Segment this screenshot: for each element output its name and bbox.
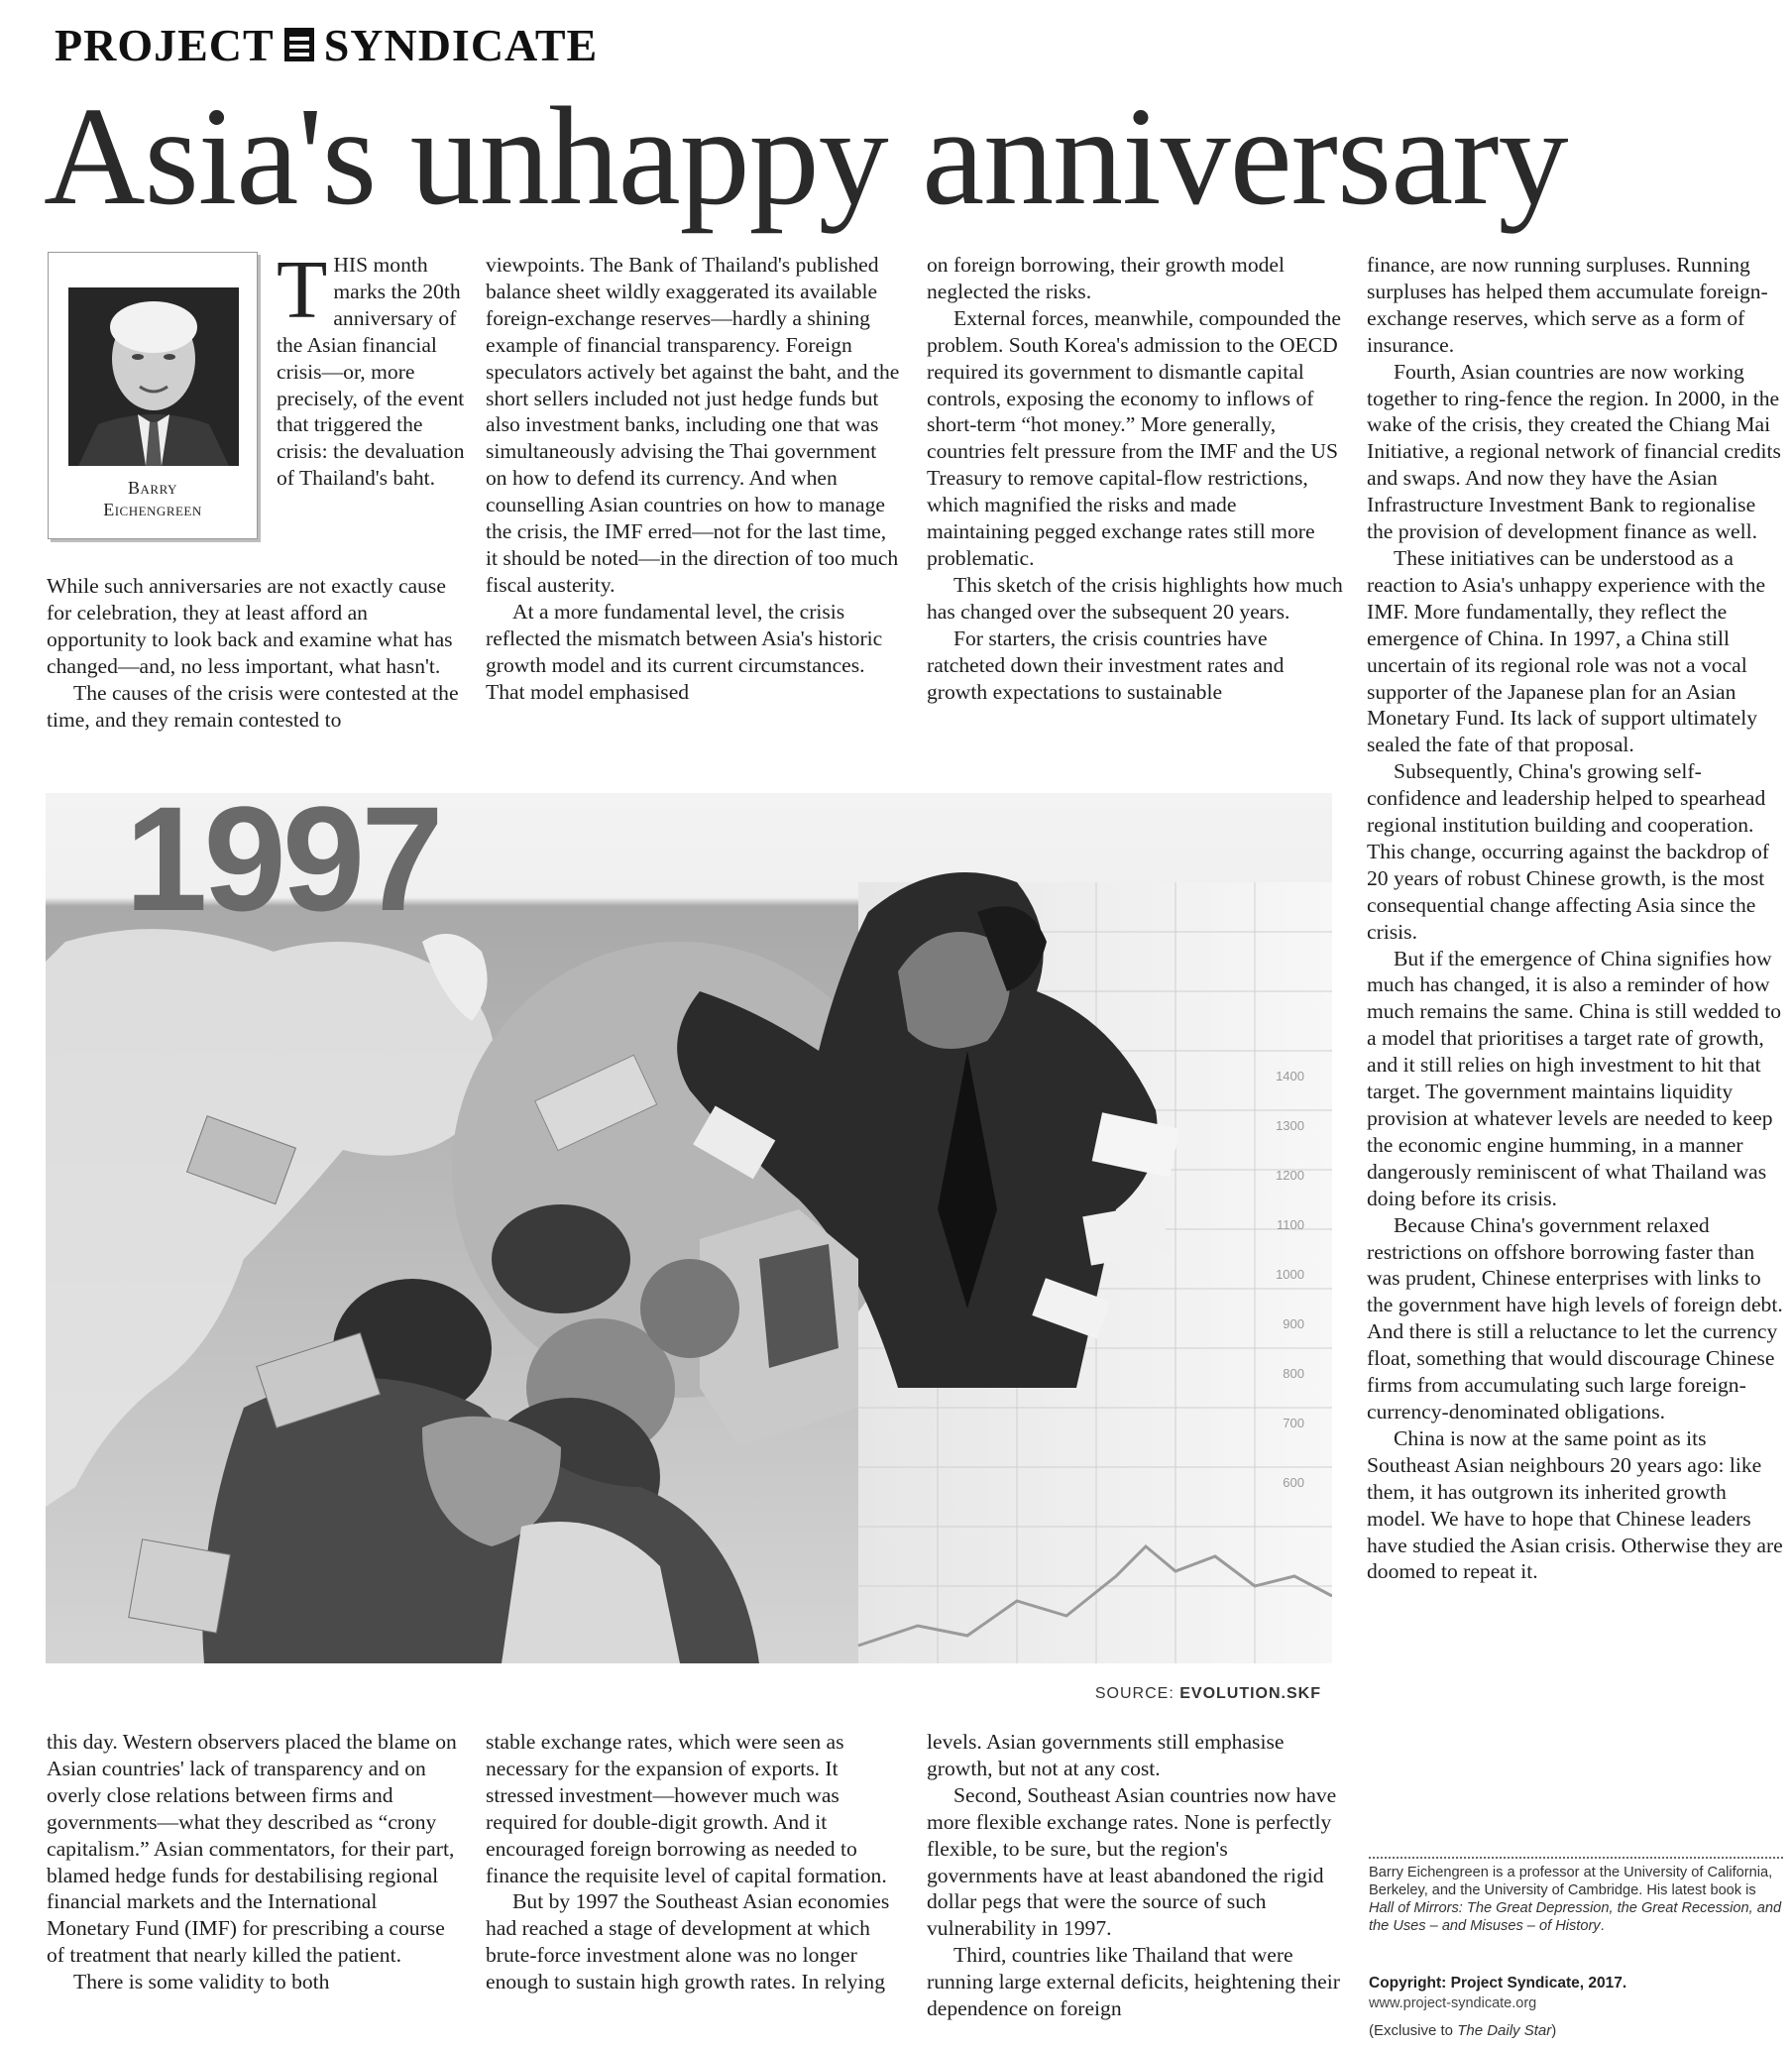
- paragraph: But if the emergence of China signifies how much has changed, it is also a reminder of how much remains the same. China is still wedded to a model that prioritises a target rate of growth, and it still relies on high investment to hit that target. The government maintains liquidity provision at whatever levels are needed to keep the economic engine humming, in a manner dangerously reminiscent of what Thailand was doing before its crisis.: [1367, 946, 1781, 1210]
- copyright-block: [1369, 1974, 1783, 2013]
- paragraph: Second, Southeast Asian countries now have more flexible exchange rates. None is perfectly flexible, to be sure, but the region's governments have at least abandoned the rigid dollar pegs that were the source of such vulnerability in 1997.: [927, 1782, 1337, 1941]
- axis-tick-label: 600: [1283, 1475, 1304, 1490]
- axis-tick-label: 900: [1283, 1316, 1304, 1331]
- author-first-name: Barry: [128, 478, 177, 498]
- author-last-name: Eichengreen: [103, 500, 202, 519]
- bio-book-title: Hall of Mirrors: The Great Depression, the Great Recession, and the Uses – and Misuses – of History: [1369, 1900, 1782, 1934]
- author-name: [49, 477, 257, 520]
- paragraph: This sketch of the crisis highlights how much has changed over the subsequent 20 years.: [927, 572, 1343, 624]
- paragraph: Subsequently, China's growing self-confidence and leadership helped to spearhead regional institution building and cooperation. This change, occurring against the backdrop of 20 years of robust Chinese growth, is the most consequential change affecting Asia since the crisis.: [1367, 759, 1769, 944]
- paragraph: Fourth, Asian countries are now working together to ring-fence the region. In 2000, in the wake of the crisis, they created the Chiang Mai Initiative, a regional network of financial credits and swaps. And now they have the Asian Infrastructure Investment Bank to regionalise the provision of development finance as well.: [1367, 359, 1781, 544]
- paragraph: levels. Asian governments still emphasise growth, but not at any cost.: [927, 1730, 1285, 1780]
- bio-text: Barry Eichengreen is a professor at the University of California, Berkeley, and the University of Cambridge. His latest book is: [1369, 1865, 1773, 1898]
- column-2-top: [486, 252, 900, 705]
- author-box: [48, 252, 258, 539]
- masthead-left: PROJECT: [55, 19, 275, 70]
- paragraph: But by 1997 the Southeast Asian economies had reached a stage of development at which brute-force investment alone was no longer enough to sustain high growth rates. In relying: [486, 1889, 890, 1994]
- paragraph: While such anniversaries are not exactly cause for celebration, they at least afford an opportunity to look back and examine what has changed—and, no less important, what hasn't.: [47, 574, 453, 678]
- paragraph: At a more fundamental level, the crisis reflected the mismatch between Asia's historic growth model and its current circumstances. That model emphasised: [486, 599, 883, 704]
- author-photo: [68, 287, 239, 466]
- paragraph: The causes of the crisis were contested at the time, and they remain contested to: [47, 680, 459, 732]
- column-3-top: [927, 252, 1343, 705]
- paragraph: There is some validity to both: [73, 1970, 330, 1994]
- crisis-collage-image: [46, 793, 1332, 1663]
- bio-end: .: [1600, 1918, 1605, 1934]
- exclusive-prefix: (Exclusive to: [1369, 2022, 1454, 2039]
- source-name: EVOLUTION.SKF: [1179, 1685, 1321, 1702]
- drop-cap: T: [277, 244, 328, 336]
- exclusive-note: [1369, 2022, 1556, 2039]
- lead-text: HIS month marks the 20th anniversary of the Asian financial crisis—or, more precisely, of the event that triggered the crisis: the devaluation of Thailand's baht.: [277, 253, 465, 491]
- paragraph: on foreign borrowing, their growth model neglected the risks.: [927, 253, 1286, 303]
- paragraph: stable exchange rates, which were seen as necessary for the expansion of exports. It stressed investment—however much was required for double-digit growth. And it encouraged foreign borrowing as needed to finance the requisite level of capital formation.: [486, 1730, 887, 1887]
- column-2-bottom: [486, 1729, 900, 1995]
- masthead-right: SYNDICATE: [323, 19, 599, 70]
- axis-tick-label: 1000: [1276, 1267, 1304, 1282]
- axis-tick-label: 1100: [1277, 1217, 1304, 1232]
- axis-tick-label: 700: [1283, 1416, 1304, 1430]
- axis-tick-label: 800: [1283, 1366, 1304, 1381]
- masthead-logo: [55, 16, 598, 73]
- author-portrait-icon: [68, 287, 239, 466]
- author-bio: [1369, 1864, 1783, 1935]
- axis-tick-label: 1200: [1276, 1168, 1304, 1183]
- paragraph: These initiatives can be understood as a reaction to Asia's unhappy experience with the IMF. More fundamentally, they reflect the emergence of China. In 1997, a China still uncertain of its regional role was not a vocal supporter of the Japanese plan for an Asian Monetary Fund. Its lack of support ultimately sealed the fate of that proposal.: [1367, 545, 1766, 757]
- source-label: SOURCE:: [1094, 1685, 1175, 1702]
- column-4: [1367, 252, 1783, 1585]
- column-1-top: [47, 573, 461, 733]
- paragraph: viewpoints. The Bank of Thailand's published balance sheet wildly exaggerated its available foreign-exchange reserves—hardly a shining example of financial transparency. Foreign speculators actively bet against the baht, and the short sellers included not just hedge funds but also investment banks, including one that was simultaneously advising the Thai government on how to defend its currency. And when counselling Asian countries on how to manage the crisis, the IMF erred—not for the last time, it should be noted—in the direction of too much fiscal austerity.: [486, 253, 900, 597]
- exclusive-paper: The Daily Star: [1457, 2022, 1552, 2039]
- bio-divider: [1369, 1857, 1783, 1859]
- paragraph: Because China's government relaxed restrictions on offshore borrowing faster than was prudent, Chinese enterprises with links to the government have high levels of foreign debt. And there is still a reluctance to let the currency float, something that would discourage Chinese firms from accumulating such large foreign-currency-denominated obligations.: [1367, 1212, 1783, 1424]
- copyright-line: Copyright: Project Syndicate, 2017.: [1369, 1975, 1627, 1992]
- paragraph: Third, countries like Thailand that were running large external deficits, heightening their dependence on foreign: [927, 1943, 1340, 2021]
- crisis-illustration: [46, 793, 1332, 1663]
- axis-tick-label: 1400: [1276, 1069, 1304, 1083]
- paragraph: External forces, meanwhile, compounded the problem. South Korea's admission to the OECD required its government to dismantle capital controls, exposing the economy to inflows of short-term “hot money.” More generally, countries felt pressure from the IMF and the US Treasury to remove capital-flow restrictions, which magnified the risks and made maintaining pegged exchange rates still more problematic.: [927, 305, 1341, 570]
- syndicate-logo-icon: [284, 28, 314, 61]
- axis-tick-label: 1300: [1276, 1118, 1304, 1133]
- figure-year: 1997: [125, 793, 440, 942]
- exclusive-suffix: ): [1551, 2022, 1557, 2039]
- paragraph: finance, are now running surpluses. Running surpluses has helped them accumulate foreign-exchange reserves, which serve as a form of insurance.: [1367, 253, 1768, 357]
- paragraph: China is now at the same point as its Southeast Asian neighbours 20 years ago: like them, it has outgrown its inherited growth model. We have to hope that Chinese leaders have studied the Asian crisis. Otherwise they are doomed to repeat it.: [1367, 1425, 1783, 1584]
- column-1-bottom: [47, 1729, 461, 1995]
- image-source-credit: [1095, 1685, 1321, 1703]
- publisher-url[interactable]: www.project-syndicate.org: [1369, 1995, 1537, 2011]
- paragraph: this day. Western observers placed the blame on Asian countries' lack of transparency and on overly close relations between firms and governments—what they described as “crony capitalism.” Asian commentators, for their part, blamed hedge funds for destabilising regional financial markets and the International Monetary Fund (IMF) for prescribing a course of treatment that nearly killed the patient.: [47, 1730, 457, 1968]
- column-3-bottom: [927, 1729, 1343, 2022]
- paragraph: For starters, the crisis countries have ratcheted down their investment rates and growth expectations to sustainable: [927, 626, 1285, 704]
- lead-paragraph: [277, 244, 465, 492]
- article-headline: Asia's unhappy anniversary: [44, 77, 1568, 234]
